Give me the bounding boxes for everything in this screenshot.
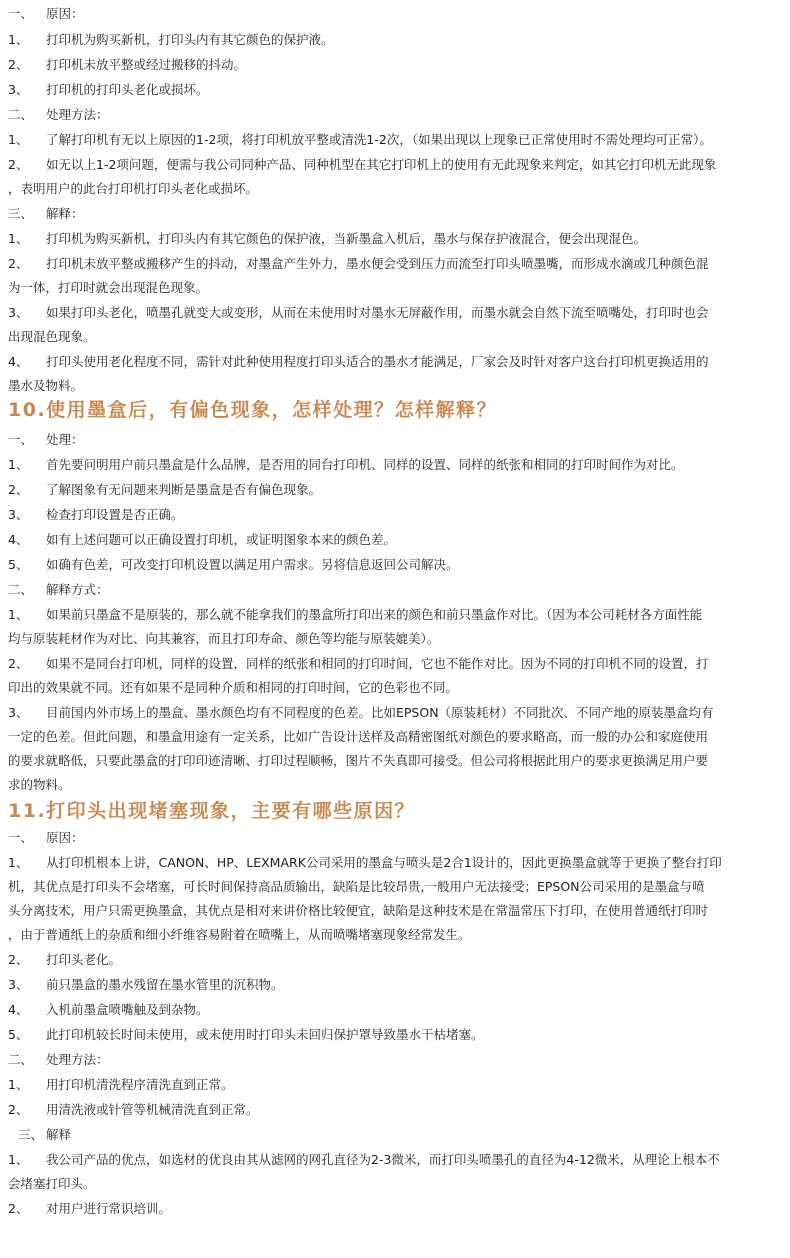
list-item-continuation: 求的物料。 — [8, 777, 71, 792]
list-item: 3、 前只墨盒的墨水残留在墨水管里的沉积物。 — [8, 977, 284, 992]
list-item: 1、 用打印机清洗程序清洗直到正常。 — [8, 1077, 234, 1092]
list-item: 3、 打印机的打印头老化或损坏。 — [8, 82, 209, 97]
section-11-title: 11.打印头出现堵塞现象，主要有哪些原因？ — [8, 800, 416, 822]
list-item-continuation: 一定的色差。但此问题，和墨盒用途有一定关系，比如广告设计送样及高精密图纸对颜色的要求略高，而一般的办公和家庭使用 — [8, 729, 709, 744]
list-item: 1、 打印机为购买新机，打印头内有其它颜色的保护液。 — [8, 32, 334, 47]
s9-cause-heading: 一、 原因： — [8, 6, 84, 21]
s11-method-heading: 二、 处理方法： — [8, 1052, 109, 1067]
list-item: 3、 检查打印设置是否正确。 — [8, 507, 184, 522]
list-item: 2、 打印机未放平整或搬移产生的抖动，对墨盒产生外力，墨水便会受到压力而流至打印头喷墨嘴，而形成水滴或几种颜色混 — [8, 256, 709, 271]
list-item: 1、 如果前只墨盒不是原装的，那么就不能拿我们的墨盒所打印出来的颜色和前只墨盒作对比。（因为本公司耗材各方面性能 — [8, 607, 703, 622]
list-item: 1、 打印机为购买新机，打印头内有其它颜色的保护液，当新墨盒入机后，墨水与保存护液混合，便会出现混色。 — [8, 231, 647, 246]
list-item: 2、 对用户进行常识培训。 — [8, 1201, 172, 1216]
list-item: 2、 如无以上1-2项问题，便需与我公司同种产品、同种机型在其它打印机上的使用有无此现象来判定，如其它打印机无此现象 — [8, 157, 717, 172]
list-item-continuation: 为一体，打印时就会出现混色现象。 — [8, 280, 209, 295]
list-item: 2、 打印机未放平整或经过搬移的抖动。 — [8, 57, 247, 72]
s11-explain-heading: 三、 解释 — [18, 1127, 72, 1142]
list-item-continuation: 机，其优点是打印头不会堵塞，可长时间保持高品质输出，缺陷是比较昂贵,一般用户无法接受；EPSON公司采用的是墨盒与喷 — [8, 879, 705, 894]
list-item-continuation: ，表明用户的此台打印机打印头老化或损坏。 — [8, 181, 259, 196]
s9-explain-heading: 三、 解释： — [8, 206, 84, 221]
list-item: 3、 目前国内外市场上的墨盒、墨水颜色均有不同程度的色差。比如EPSON（原装耗材）不同批次、不同产地的原装墨盒均有 — [8, 705, 714, 720]
list-item-continuation: 均与原装耗材作为对比、向其兼容，而且打印寿命、颜色等均能与原装媲美）。 — [8, 631, 440, 646]
list-item: 2、 打印头老化。 — [8, 952, 122, 967]
s10-explain-heading: 二、 解释方式： — [8, 582, 109, 597]
list-item: 1、 首先要问明用户前只墨盒是什么品牌，是否用的同台打印机、同样的设置、同样的纸张和相同的打印时间作为对比。 — [8, 457, 684, 472]
list-item: 5、 此打印机较长时间未使用，或未使用时打印头未回归保护罩导致墨水干枯堵塞。 — [8, 1027, 484, 1042]
section-10-title: 10.使用墨盒后，有偏色现象，怎样处理？怎样解释？ — [8, 399, 498, 421]
list-item: 4、 入机前墨盒喷嘴触及到杂物。 — [8, 1002, 209, 1017]
list-item: 3、 如果打印头老化，喷墨孔就变大或变形，从而在未使用时对墨水无屏蔽作用，而墨水就会自然下流至喷嘴处，打印时也会 — [8, 305, 709, 320]
s11-cause-heading: 一、 原因： — [8, 830, 84, 845]
list-item-continuation: 会堵塞打印头。 — [8, 1176, 96, 1191]
list-item: 1、 了解打印机有无以上原因的1-2项，将打印机放平整或清洗1-2次，（如果出现以上现象已正常使用时不需处理均可正常）。 — [8, 132, 712, 147]
list-item-continuation: 墨水及物料。 — [8, 378, 84, 393]
list-item: 1、 从打印机根本上讲，CANON、HP、LEXMARK公司采用的墨盒与喷头是2合1设计的，因此更换墨盒就等于更换了整台打印 — [8, 855, 722, 870]
list-item: 2、 用清洗液或针管等机械清洗直到正常。 — [8, 1102, 259, 1117]
s10-handle-heading: 一、 处理： — [8, 432, 84, 447]
list-item-continuation: 印出的效果就不同。还有如果不是同种介质和相同的打印时间，它的色彩也不同。 — [8, 680, 459, 695]
list-item: 2、 如果不是同台打印机，同样的设置，同样的纸张和相同的打印时间，它也不能作对比。因为不同的打印机不同的设置，打 — [8, 656, 709, 671]
list-item-continuation: 出现混色现象。 — [8, 329, 96, 344]
list-item-continuation: 的要求就略低，只要此墨盒的打印印迹清晰、打印过程顺畅，图片不失真即可接受。但公司将根据此用户的要求更换满足用户要 — [8, 753, 709, 768]
s9-method-heading: 二、 处理方法： — [8, 107, 109, 122]
list-item: 4、 如有上述问题可以正确设置打印机，或证明图象本来的颜色差。 — [8, 532, 397, 547]
list-item: 2、 了解图象有无问题来判断是墨盒是否有偏色现象。 — [8, 482, 322, 497]
list-item: 5、 如确有色差，可改变打印机设置以满足用户需求。另将信息返回公司解决。 — [8, 557, 459, 572]
list-item-continuation: 头分离技术，用户只需更换墨盒，其优点是相对来讲价格比较便宜，缺陷是这种技术是在常温常压下打印，在使用普通纸打印时 — [8, 903, 709, 918]
list-item-continuation: ，由于普通纸上的杂质和细小纤维容易附着在喷嘴上，从而喷嘴堵塞现象经常发生。 — [8, 927, 471, 942]
list-item: 1、 我公司产品的优点，如选材的优良由其从滤网的网孔直径为2-3微米，而打印头喷墨孔的直径为4-12微米，从理论上根本不 — [8, 1152, 720, 1167]
list-item: 4、 打印头使用老化程度不同，需针对此种使用程度打印头适合的墨水才能满足，厂家会及时针对客户这台打印机更换适用的 — [8, 354, 709, 369]
